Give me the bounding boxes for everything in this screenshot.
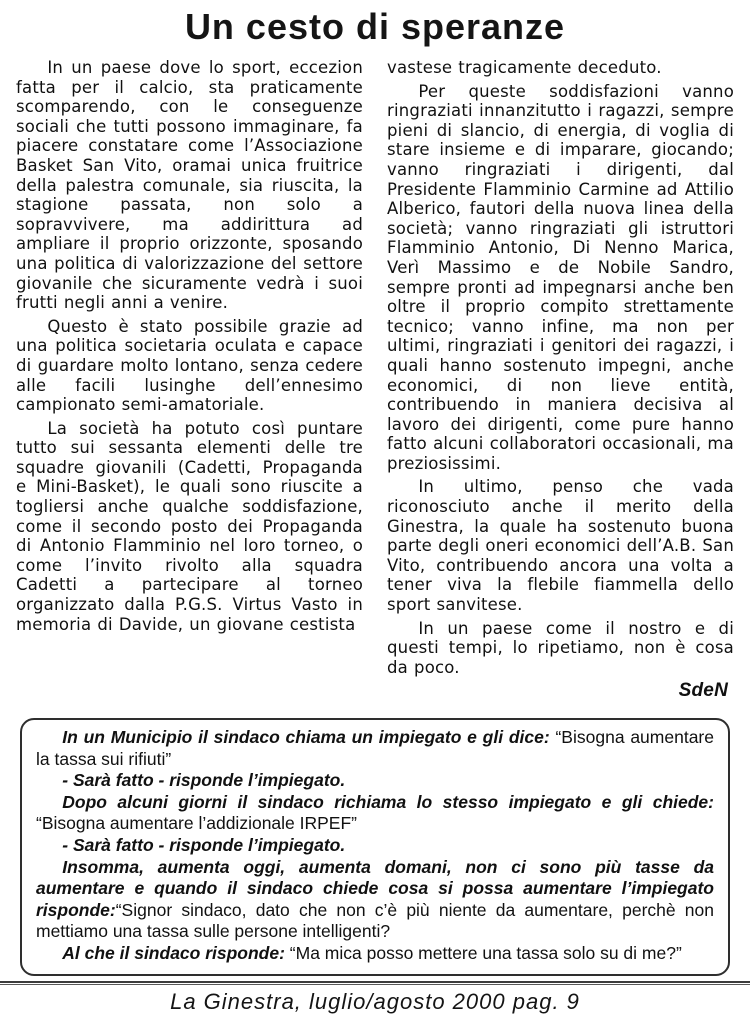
joke-box [20,718,730,976]
joke-quote: “Ma mica posso mettere una tassa solo su di me?” [289,942,682,963]
joke-narration: Dopo alcuni giorni il sindaco richiama lo stesso impiegato e gli chiede: [62,791,714,812]
joke-narration: Al che il sindaco risponde: [62,942,290,963]
joke-quote: “Signor sindaco, dato che non c’è più niente da aumentare, perchè non mettiamo una tassa sulle persone intelligenti? [36,899,714,942]
paragraph: Per queste soddisfazioni vanno ringraziati innanzitutto i ragazzi, sempre pieni di slancio, di energia, di voglia di stare insieme e di imparare, giocando; vanno ringraziati i dirigenti, dal Presidente Flamminio Carmine ad Attilio Alberico, fautori della nuova linea della società; vanno ringraziati gli istruttori Flamminio Antonio, Di Nenno Marica, Verì Massimo e de Nobile Sandro, sempre pronti ad impegnarsi anche ben oltre il proprio compito strettamente tecnico; vanno infine, ma non per ultimi, ringraziati i genitori dei ragazzi, i quali hanno sostenuto impegni, anche economici, di non lieve entità, contribuendo in maniera decisiva al lavoro dei dirigenti, come pure hanno fatto alcuni collaboratori occasionali, ma preziosissimi. [387,81,734,473]
paragraph: Questo è stato possibile grazie ad una politica societaria oculata e capace di guardare molto lontano, senza cedere alle facili lusinghe dell’ennesimo campionato semi-amatoriale. [16,316,363,415]
joke-paragraph [36,857,714,943]
paragraph: In un paese come il nostro e di questi tempi, lo ripetiamo, non è cosa da poco. [387,618,734,677]
joke-quote: “Bisogna aumentare la tassa sui rifiuti” [36,727,714,769]
page-footer: La Ginestra, luglio/agosto 2000 pag. 9 [170,988,580,1014]
joke-paragraph [36,770,714,792]
joke-narration: In un Municipio il sindaco chiama un impiegato e gli dice: [62,727,556,747]
joke-narration: - Sarà fatto - risponde l’impiegato. [62,770,346,791]
paragraph: In ultimo, penso che vada riconosciuto anche il merito della Ginestra, la quale ha sostenuto buona parte degli oneri economici dell’A.B. San Vito, contribuendo ancora una volta a tener viva la flebile fiammella dello sport sanvitese. [387,477,734,615]
article-column-right [387,58,734,714]
joke-narration: Insomma, aumenta oggi, aumenta domani, non ci sono più tasse da aumentare e quando il sindaco chiede cosa si possa aumentare l’impiegato risponde: [36,856,714,920]
author-signature: SdeN [678,680,728,702]
paragraph: In un paese dove lo sport, eccezion fatta per il calcio, sta praticamente scomparendo, con le conseguenze sociali che tutti possono immaginare, fa piacere constatare come l’Associazione Basket San Vito, oramai unica fruitrice della palestra comunale, sia riuscita, la stagione passata, non solo a sopravvivere, ma addirittura ad ampliare il proprio orizzonte, sposando una politica di valorizzazione del settore giovanile che sicuramente vedrà i suoi frutti negli anni a venire. [16,58,363,313]
joke-paragraph [36,835,714,857]
article-column-left [16,58,363,714]
footer-divider [0,981,750,985]
paragraph: La società ha potuto così puntare tutto sui sessanta elementi delle tre squadre giovanili (Cadetti, Propaganda e Mini-Basket), le quali sono riuscite a togliersi anche qualche soddisfazione, come il secondo posto dei Propaganda di Antonio Flamminio nel loro torneo, o come l’invito rivolto alla squadra Cadetti a partecipare al torneo organizzato dalla P.G.S. Virtus Vasto in memoria di Davide, un giovane cestista [16,418,363,634]
joke-narration: - Sarà fatto - risponde l’impiegato. [62,834,346,855]
joke-paragraph [36,792,714,835]
paragraph-continuation: vastese tragicamente deceduto. [387,58,662,77]
article-body [0,48,750,714]
joke-paragraph [36,943,714,965]
article-title: Un cesto di speranze [184,6,566,47]
joke-paragraph [36,727,714,770]
joke-quote: “Bisogna aumentare l’addizionale IRPEF” [36,813,357,834]
